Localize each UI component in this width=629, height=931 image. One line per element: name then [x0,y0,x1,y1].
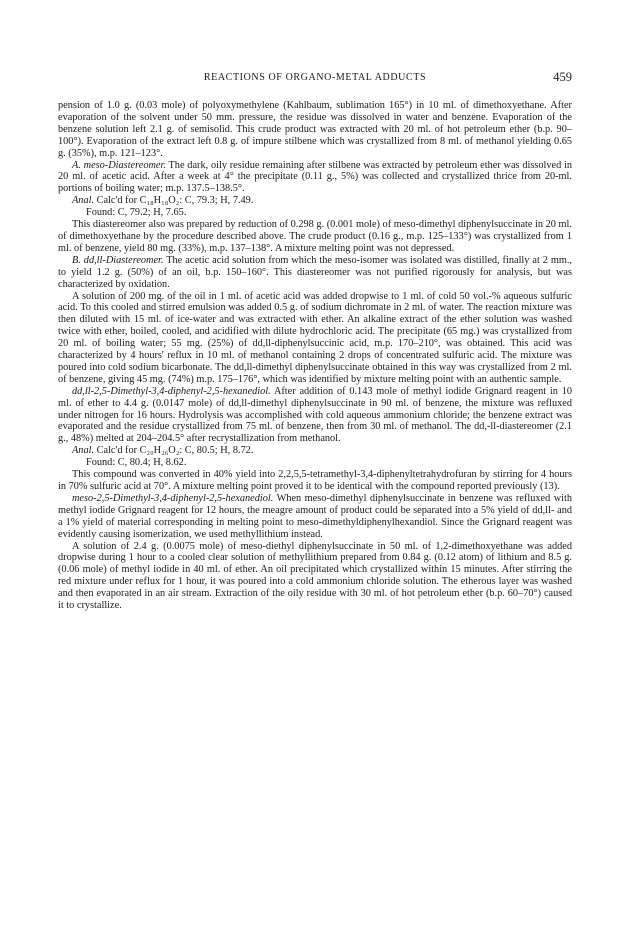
paragraph-text: pension of 1.0 g. (0.03 mole) of polyoxymethylene (Kahlbaum, sublimation 165°) in 10 ml. of dimethoxyethane. After evaporation of the solvent under 50 mm. pressure, the residue was dissolved in water and benzene. Evaporation of the benzene solution left 2.1 g. of semisolid. This crude product was extracted with 20 ml. of hot petroleum ether (b.p. 90–100°). Evaporation of the extract left 0.8 g. of impure stilbene which was crystallized from 8 ml. of methanol yielding 0.65 g. (35%), m.p. 121–123°. [58,100,572,159]
paragraph-italic-lead: meso-2,5-Dimethyl-3,4-diphenyl-2,5-hexanediol. [72,492,274,504]
paragraph-text: The acetic acid solution from which the meso-isomer was isolated was distilled, finally at 2 mm., to yield 1.2 g. (50%) of an oil, b.p. 150–160°. This diastereomer was not purified rigorously for analysis, but was characterized by oxidation. [58,254,572,290]
paragraph-italic-lead: Anal. [72,445,95,457]
paragraph-text: Calc'd for C₂₀H₂₆O₂: C, 80.5; H, 8.72. [94,445,254,457]
page-header [58,70,572,86]
paragraph [58,445,572,457]
paragraph-text: Found: C, 79.2; H, 7.65. [86,207,187,219]
paragraph [58,160,572,196]
page-number: 459 [553,70,572,84]
paragraph-italic-lead: B. dd,ll-Diastereomer. [72,254,164,266]
paragraph-text: Calc'd for C₁₈H₁₈O₂: C, 79.3; H, 7.49. [94,195,254,207]
paragraph [58,541,572,612]
paragraph-italic-lead: Anal. [72,195,95,207]
paragraph [58,493,572,541]
paragraph-text: The dark, oily residue remaining after stilbene was extracted by petroleum ether was dissolved in 20 ml. of acetic acid. After a week at 4° the precipitate (0.11 g., 5%) was collected and crystallized thrice from 20-ml. portions of boiling water; m.p. 137.5–138.5°. [58,159,573,195]
page [58,70,572,612]
paragraph-italic-lead: dd,ll-2,5-Dimethyl-3,4-diphenyl-2,5-hexanediol. [72,385,271,397]
paragraph-text: When meso-dimethyl diphenylsuccinate in benzene was refluxed with methyl iodide Grignard reagent for 12 hours, the meagre amount of product could be separated into a 5% yield of dd,ll- and a 1% yield of material corresponding in melting point to meso-dimethyldiphenylhexandiol. Since the Grignard reagent was evidently causing isomerization, we used methyllithium instead. [58,492,572,540]
paragraph [58,219,572,255]
paragraph [58,469,572,493]
paragraph [58,255,572,291]
paragraph-text: This compound was converted in 40% yield into 2,2,5,5-tetramethyl-3,4-diphenyltetrahydrofuran by stirring for 4 hours in 70% sulfuric acid at 70°. A mixture melting point proved it to be identical with the compound reported previously (13). [58,469,572,492]
paragraph [58,195,572,207]
paragraph-text: This diastereomer also was prepared by reduction of 0.298 g. (0.001 mole) of meso-dimethyl diphenylsuccinate in 20 ml. of dimethoxyethane by the procedure described above. The crude product (0.16 g., m.p. 125–133°) was crystallized from 1 ml. of benzene, yield 80 mg. (33%), m.p. 137–138°. A mixture melting point was not depressed. [58,219,572,254]
paragraph [58,457,572,469]
paragraph [58,100,572,160]
paragraph-italic-lead: A. meso-Diastereomer. [72,159,166,171]
paragraph [58,386,572,446]
paragraph-text: Found: C, 80.4; H, 8.62. [86,457,187,469]
paragraph [58,207,572,219]
paragraph [58,291,572,386]
body-text [58,100,572,612]
paragraph-text: A solution of 2.4 g. (0.0075 mole) of meso-diethyl diphenylsuccinate in 50 ml. of 1,2-dimethoxyethane was added dropwise during 1 hour to a cooled clear solution of methyllithium prepared from 0.84 g. (0.12 atom) of lithium and 8.5 g. (0.06 mole) of methyl iodide in 40 ml. of ether. An oil precipitated which crystallized within 15 minutes. After stirring the red mixture under reflux for 1 hour, it was poured into a cold ammonium chloride solution. The etherous layer was washed and then evaporated in an air stream. Extraction of the oily residue with 30 ml. of hot petroleum ether (b.p. 60–70°) caused it to crystallize. [58,540,572,612]
paragraph-text: After addition of 0.143 mole of methyl iodide Grignard reagent in 10 ml. of ether to 4.4 g. (0.0147 mole) of dd,ll-dimethyl diphenylsuccinate in 90 ml. of benzene, the mixture was refluxed under nitrogen for 16 hours. Hydrolysis was accomplished with cold aqueous ammonium chloride; the benzene extract was evaporated and the residue crystallized from 75 ml. of benzene, then from 30 ml. of methanol. The dd,-ll-diastereomer (2.1 g., 48%) melted at 204–204.5° after recrystallization from methanol. [58,385,572,445]
running-title: REACTIONS OF ORGANO-METAL ADDUCTS [203,72,427,83]
paragraph-text: A solution of 200 mg. of the oil in 1 ml. of acetic acid was added dropwise to 1 ml. of cold 50 vol.-% aqueous sulfuric acid. To this cooled and stirred emulsion was added 0.5 g. of sodium dichromate in 2 ml. of water. The reaction mixture was then diluted with 15 ml. of ice-water and was extracted with ether. An alkaline extract of the ether solution was washed twice with ether, boiled, cooled, and acidified with dilute hydrochloric acid. The precipitate (65 mg.) was crystallized from 20 ml. of boiling water; 55 mg. (25%) of dd,ll-diphenylsuccinic acid, m.p. 170–210°, was obtained. This acid was characterized by 4 hours' reflux in 10 ml. of methanol containing 2 drops of concentrated sulfuric acid. The mixture was poured into cold sodium bicarbonate. The dd,ll-dimethyl diphenylsuccinate obtained in this way was crystallized from 2 ml. of benzene, giving 45 mg. (74%) m.p. 175–176°, which was identified by mixture melting point with an authentic sample. [58,290,572,385]
